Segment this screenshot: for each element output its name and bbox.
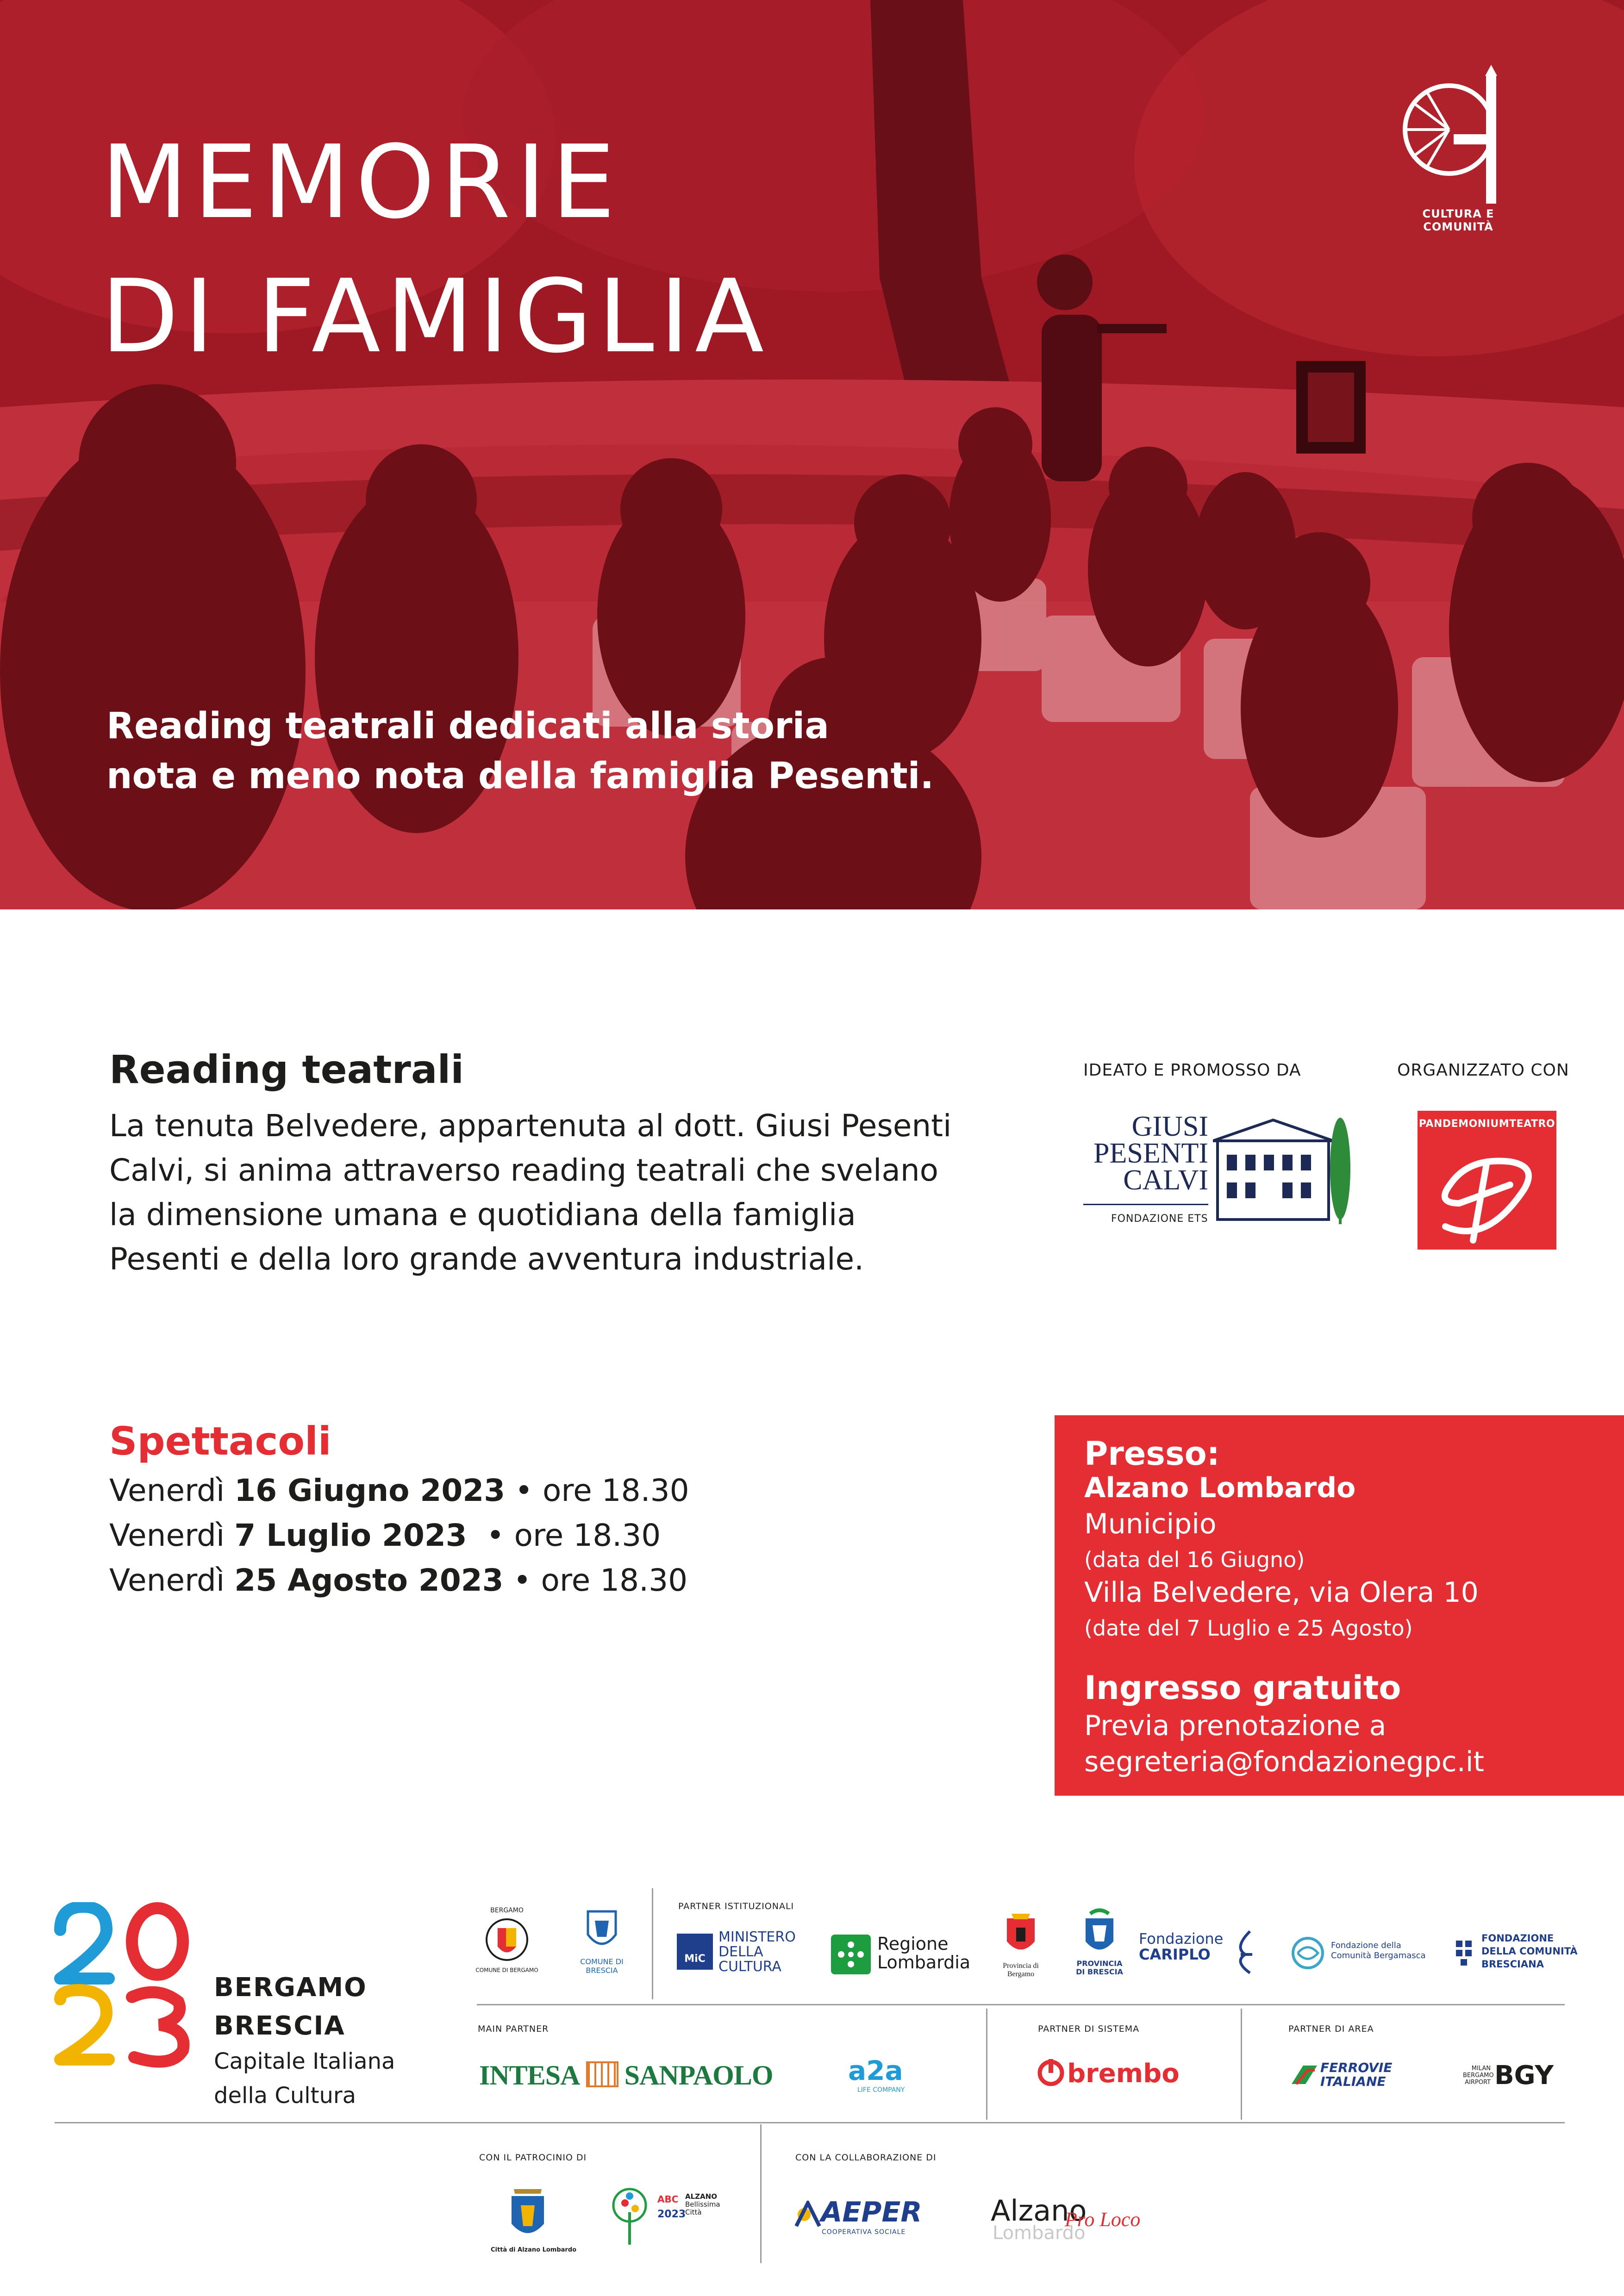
comunita-bresciana-icon [1454,1938,1477,1966]
ideato-label: IDEATO E PROMOSSO DA [1083,1061,1301,1080]
poster-subtitle-line2: nota e meno nota della famiglia Pesenti. [106,755,934,797]
pandemonium-mark [1418,1134,1556,1250]
abc-alzano-logo [606,2184,741,2249]
pandemonium-teatro-logo [1418,1111,1556,1250]
fondazione-comunita-bresciana-logo [1454,1931,1578,1977]
a2a-sub: LIFE COMPANY [857,2086,905,2094]
cultura-comunita-label: CULTURA E COMUNITÀ [1422,207,1494,233]
aeper-mark-icon [794,2201,822,2228]
divider [760,2124,762,2263]
intesa-sanpaolo-logo [479,2060,773,2092]
prov-brescia-line: DI BRESCIA [1076,1967,1123,1976]
brembo-word: brembo [1067,2059,1180,2089]
presso-heading: Presso: [1084,1435,1220,1473]
intro-line: Calvi, si anima attraverso reading teatrali che svelano [109,1152,939,1188]
brembo-mark-icon [1037,2059,1065,2087]
comunita-berg-line: Comunità Bergamasca [1331,1951,1426,1960]
cultura-comunita-logo [1398,65,1518,222]
date-day: Venerdì [109,1562,235,1598]
regione-line: Lombardia [877,1952,971,1972]
poster-title [101,116,769,384]
spettacoli-title: Spettacoli [109,1419,331,1464]
abc-line: ALZANO [685,2192,717,2201]
date-time: • ore 18.30 [505,1473,689,1508]
presso-town: Alzano Lombardo [1084,1472,1356,1504]
date-time: • ore 18.30 [503,1562,688,1598]
poster-subtitle [106,701,934,801]
cariplo-line: CARIPLO [1139,1946,1211,1963]
prov-brescia-line: PROVINCIA [1076,1959,1123,1968]
provincia-brescia-shield-icon [1076,1907,1123,1958]
ministero-line: MINISTERO [718,1929,796,1945]
intesa-arches-icon [586,2061,618,2087]
ferrovie-italiane-logo [1287,2057,1398,2094]
gpc-line2: PESENTI [1093,1138,1208,1169]
comune-brescia-label: COMUNE DI BRESCIA [580,1957,624,1975]
mic-badge: MiC [677,1934,713,1970]
comune-bergamo-label: COMUNE DI BERGAMO [475,1967,538,1973]
provincia-brescia-logo [1069,1907,1130,1976]
date-value: 7 Luglio 2023 [234,1518,467,1553]
organizzato-label: ORGANIZZATO CON [1397,1061,1569,1080]
date-day: Venerdì [109,1518,235,1553]
divider [652,1888,653,1999]
divider [477,2004,1565,2005]
divider [986,2009,987,2120]
comunita-bres-line: FONDAZIONE [1481,1933,1554,1944]
date-value: 25 Agosto 2023 [234,1562,504,1598]
date-day: Venerdì [109,1473,235,1508]
fs-mark-icon [1287,2061,1319,2089]
intesa-word: INTESA [479,2060,580,2091]
bb-line3: Capitale Italiana [214,2048,395,2074]
regione-lombardia-logo [831,1931,979,1977]
ministero-cultura-logo [677,1930,797,1976]
abc-word: ABC [657,2194,679,2205]
date-row [109,1518,661,1553]
venue-box [1055,1415,1624,1796]
citta-alzano-logo [491,2184,577,2253]
fondazione-gpc-logo [1083,1113,1361,1229]
label-partner-sistema: PARTNER DI SISTEMA [1038,2024,1140,2034]
poster-subtitle-line1: Reading teatrali dedicati alla storia [106,705,829,747]
intro-line: la dimensione umana e quotidiana della famiglia [109,1197,856,1232]
provincia-bergamo-shield-icon [1002,1909,1039,1960]
prov-bergamo-line: Bergamo [1007,1970,1035,1978]
presso-email-link[interactable]: segreteria@fondazionegpc.it [1084,1746,1485,1778]
presso-booking: Previa prenotazione a [1084,1710,1387,1742]
label-partner-area: PARTNER DI AREA [1288,2024,1374,2034]
poster-title-line1: MEMORIE [101,124,621,241]
comunita-bres-line: BRESCIANA [1481,1959,1544,1970]
intro-title: Reading teatrali [109,1047,464,1092]
proloco-word: Alzano [991,2194,1087,2228]
hero-photo [0,0,1624,909]
abc-line: Città [685,2208,702,2216]
fondazione-comunita-bergamasca-logo [1289,1932,1428,1974]
bgy-airport-logo [1463,2060,1574,2093]
date-value: 16 Giugno 2023 [234,1473,506,1508]
bb-line4: della Cultura [214,2083,356,2109]
poster-title-line2: DI FAMIGLIA [101,258,770,375]
fs-line: FERROVIE [1320,2060,1393,2075]
cariplo-mark-icon [1231,1929,1255,1975]
aeper-logo [794,2196,933,2242]
ministero-line: CULTURA [718,1959,781,1975]
gpc-line3: CALVI [1123,1164,1208,1196]
intro-line: Pesenti e della loro grande avventura industriale. [109,1241,864,1277]
proloco-sub: Lombardo [993,2222,1086,2244]
bergamo-shield-icon [484,1914,530,1965]
citta-alzano-label: Città di Alzano Lombardo [491,2246,577,2253]
label-patrocinio: CON IL PATROCINIO DI [479,2153,587,2163]
presso-venue1-note: (data del 16 Giugno) [1084,1547,1305,1572]
bb-line1: BERGAMO [214,1972,367,2003]
date-row [109,1473,689,1508]
pandemonium-name: PANDEMONIUMTEATRO [1418,1118,1555,1130]
presso-entry: Ingresso gratuito [1084,1669,1401,1707]
comune-brescia-logo [574,1904,630,1975]
comunita-bergamasca-icon [1289,1935,1326,1972]
comunita-berg-line: Fondazione della [1331,1941,1401,1950]
alzano-shield-icon [505,2184,551,2245]
label-main-partner: MAIN PARTNER [478,2024,549,2034]
bb-line2: BRESCIA [214,2011,345,2041]
sanpaolo-word: SANPAOLO [624,2060,773,2091]
presso-venue2: Villa Belvedere, via Olera 10 [1084,1576,1479,1609]
brembo-logo [1037,2059,1180,2091]
aeper-sub: COOPERATIVA SOCIALE [822,2228,906,2236]
comune-bergamo-logo [475,1907,538,1973]
rosa-camuna-icon [837,1940,865,1969]
date-row [109,1562,687,1598]
comunita-bres-line: DELLA COMUNITÀ [1481,1946,1578,1957]
cariplo-line: Fondazione [1139,1930,1224,1948]
bgy-word: BGY [1494,2060,1554,2091]
gpc-sub: FONDAZIONE ETS [1111,1213,1208,1225]
proloco-script: Pro Loco [1065,2208,1141,2231]
comune-bergamo-top: BERGAMO [490,1907,524,1914]
abc-line: Bellissima [685,2200,720,2209]
abc-tree-icon [606,2184,653,2249]
divider [55,2122,1565,2123]
bgy-line: BERGAMO [1463,2072,1494,2079]
provincia-bergamo-logo [995,1909,1046,1979]
intro-line: La tenuta Belvedere, appartenuta al dott. Giusi Pesenti [109,1108,952,1144]
label-partner-istituzionali: PARTNER ISTITUZIONALI [678,1901,794,1911]
abc-year: 2023 [657,2209,686,2220]
villa-icon [1213,1113,1361,1229]
presso-venue2-note: (date del 7 Luglio e 25 Agosto) [1084,1616,1413,1641]
prov-bergamo-line: Provincia di [1003,1962,1039,1970]
divider [1241,2009,1242,2120]
ministero-line: DELLA [718,1944,763,1960]
brescia-shield-icon [579,1904,625,1955]
fs-line: ITALIANE [1320,2074,1386,2089]
aeper-word: AEPER [821,2196,922,2228]
regione-line: Regione [877,1934,949,1954]
bgy-line: MILAN [1471,2065,1491,2072]
label-collaborazione: CON LA COLLABORAZIONE DI [795,2153,937,2163]
presso-venue1: Municipio [1084,1508,1217,1540]
gpc-line1: GIUSI [1131,1111,1208,1142]
fondazione-cariplo-logo [1139,1931,1259,1977]
date-time: • ore 18.30 [467,1518,661,1553]
capitale-cultura-2023-logo [51,1902,194,2069]
intro-body [109,1104,989,1282]
bgy-line: AIRPORT [1465,2079,1491,2086]
a2a-logo [848,2055,941,2097]
proloco-alzano-logo [991,2194,1143,2245]
a2a-word: a2a [848,2055,903,2086]
